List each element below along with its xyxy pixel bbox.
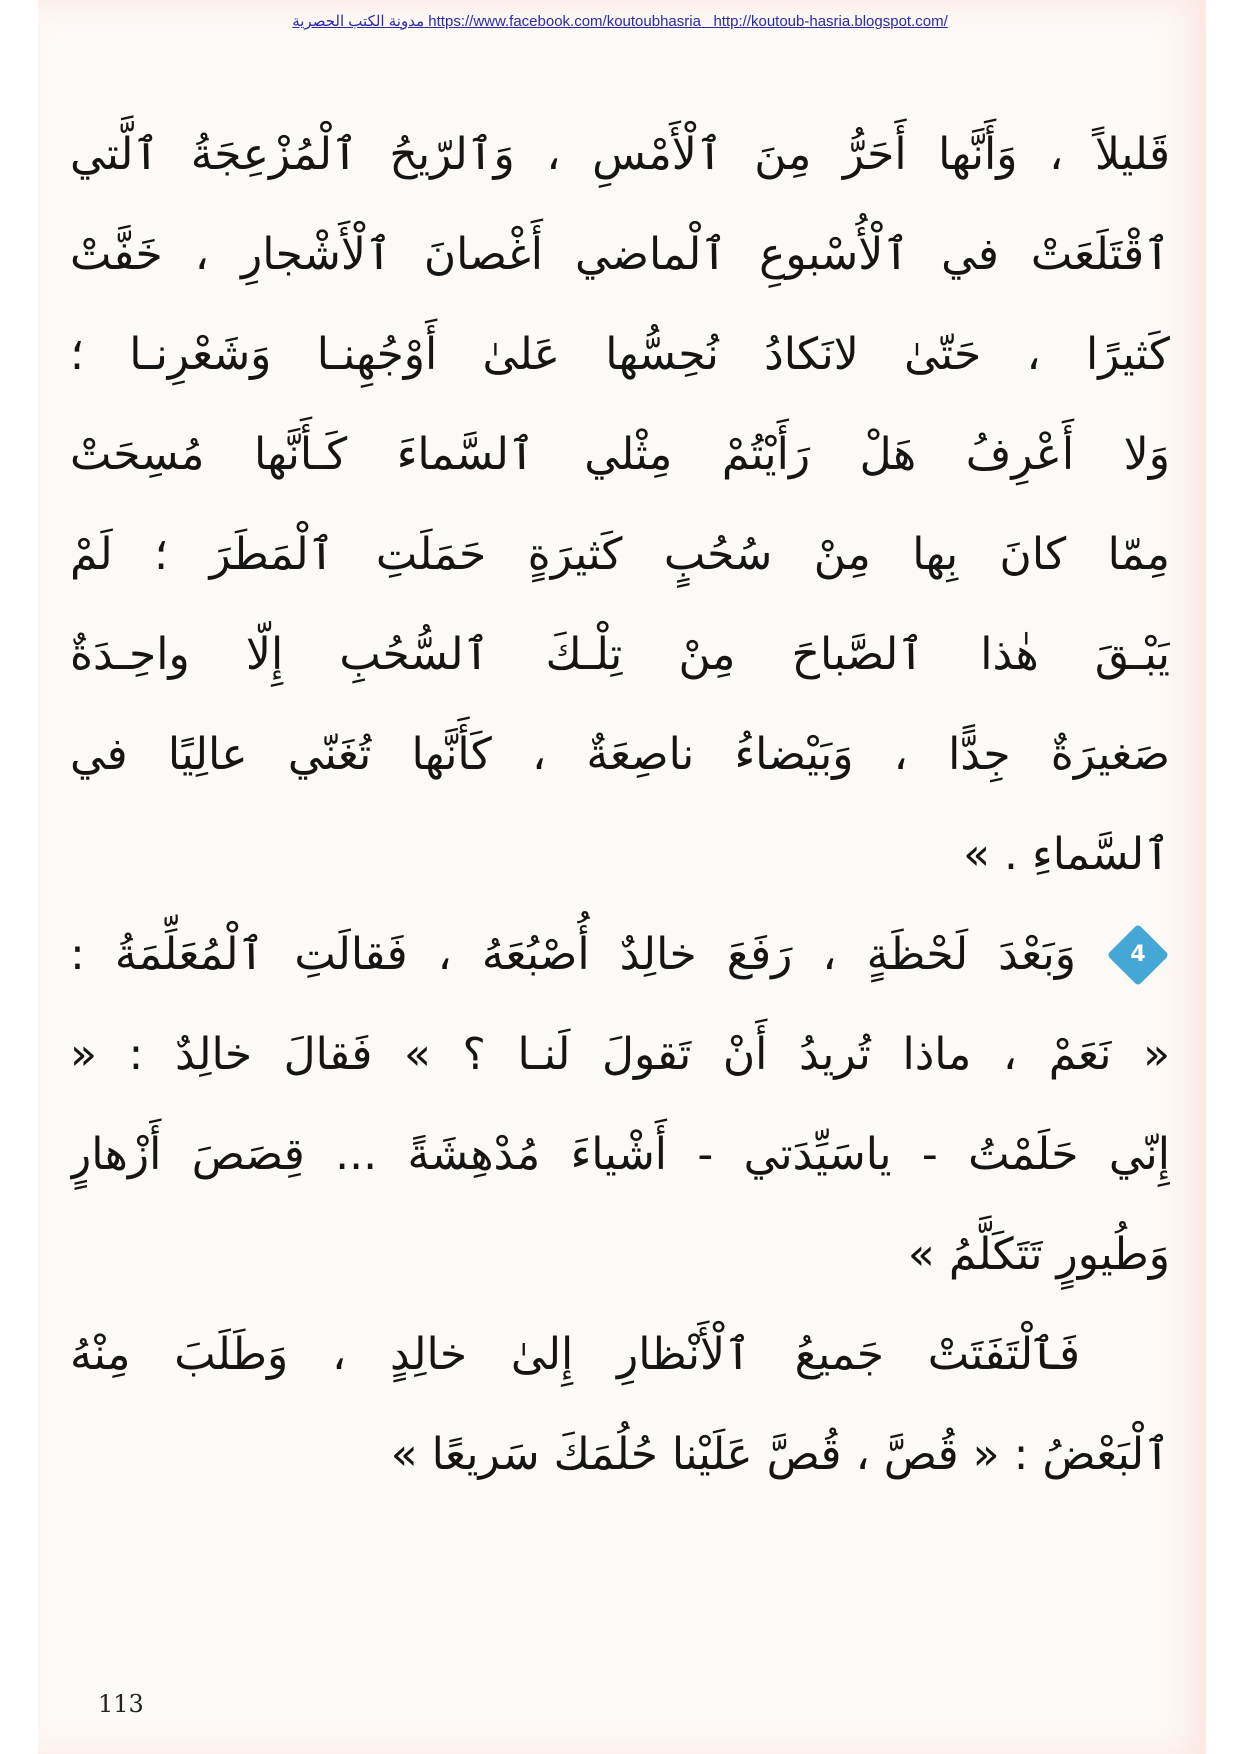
header-watermark-link[interactable] — [200, 12, 1040, 30]
page-number: 113 — [98, 1690, 144, 1718]
left-margin — [0, 0, 38, 1754]
paragraph-number-badge — [1106, 923, 1170, 987]
text-line-7: صَغيرَةٌ جِدًّا ، وَبَيْضاءُ ناصِعَةٌ ، كَأَنَّها تُغَنّي عالِيًا في — [70, 729, 1170, 780]
text-line-3: كَثيرًا ، حَتّىٰ لانَكادُ نُحِسُّها عَلىٰ أَوْجُهِنـا وَشَعْرِنـا ؛ — [70, 329, 1170, 380]
page-text — [70, 105, 1170, 1505]
text-line-8: ٱلسَّماءِ . » — [963, 829, 1170, 880]
text-line-10: « نَعَمْ ، ماذا تُريدُ أَنْ تَقولَ لَنـا ؟ » فَقالَ خالِدٌ : « — [70, 1029, 1170, 1080]
text-line-12: وَطُيورٍ تَتَكَلَّمُ » — [907, 1229, 1170, 1280]
paragraph-number: 4 — [1130, 942, 1146, 967]
text-line-5: مِمّا كانَ بِها مِنْ سُحُبٍ كَثيرَةٍ حَمَلَتِ ٱلْمَطَرَ ؛ لَمْ — [70, 529, 1170, 580]
blog-name[interactable]: مدونة الكتب الحصرية — [292, 13, 425, 30]
text-line-9: وَبَعْدَ لَحْظَةٍ ، رَفَعَ خالِدٌ أُصْبُعَهُ ، فَقالَتِ ٱلْمُعَلِّمَةُ : — [70, 929, 1076, 980]
text-line-1: قَليلاً ، وَأَنَّها أَحَرُّ مِنَ ٱلْأَمْسِ ، وَٱلرّيحُ ٱلْمُزْعِجَةُ ٱلَّتي — [70, 129, 1170, 180]
right-margin — [1206, 0, 1240, 1754]
paragraph-4-first-line — [70, 905, 1170, 1005]
text-line-11: إِنّي حَلَمْتُ - ياسَيِّدَتي - أَشْياءَ مُدْهِشَةً ... قِصَصَ أَزْهارٍ — [70, 1129, 1170, 1180]
text-line-14: ٱلْبَعْضُ : « قُصَّ ، قُصَّ عَلَيْنا حُلُمَكَ سَريعًا » — [390, 1429, 1170, 1480]
text-line-4: وَلا أَعْرِفُ هَلْ رَأَيْتُمْ مِثْلي ٱلسَّماءَ كَـأَنَّها مُسِحَتْ — [70, 429, 1170, 480]
blog-link[interactable]: http://koutoub-hasria.blogspot.com/ — [713, 13, 948, 30]
text-line-13: فَٱلْتَفَتَتْ جَميعُ ٱلْأَنْظارِ إِلىٰ خالِدٍ ، وَطَلَبَ مِنْهُ — [70, 1329, 1080, 1380]
text-line-2: ٱقْتَلَعَتْ في ٱلْأُسْبوعِ ٱلْماضي أَغْصانَ ٱلْأَشْجارِ ، خَفَّتْ — [70, 229, 1170, 280]
text-line-6: يَبْـقَ هٰذا ٱلصَّباحَ مِنْ تِلْـكَ ٱلسُّحُبِ إِلّا واحِـدَةٌ — [70, 629, 1170, 680]
facebook-link[interactable]: https://www.facebook.com/koutoubhasria — [428, 13, 701, 30]
